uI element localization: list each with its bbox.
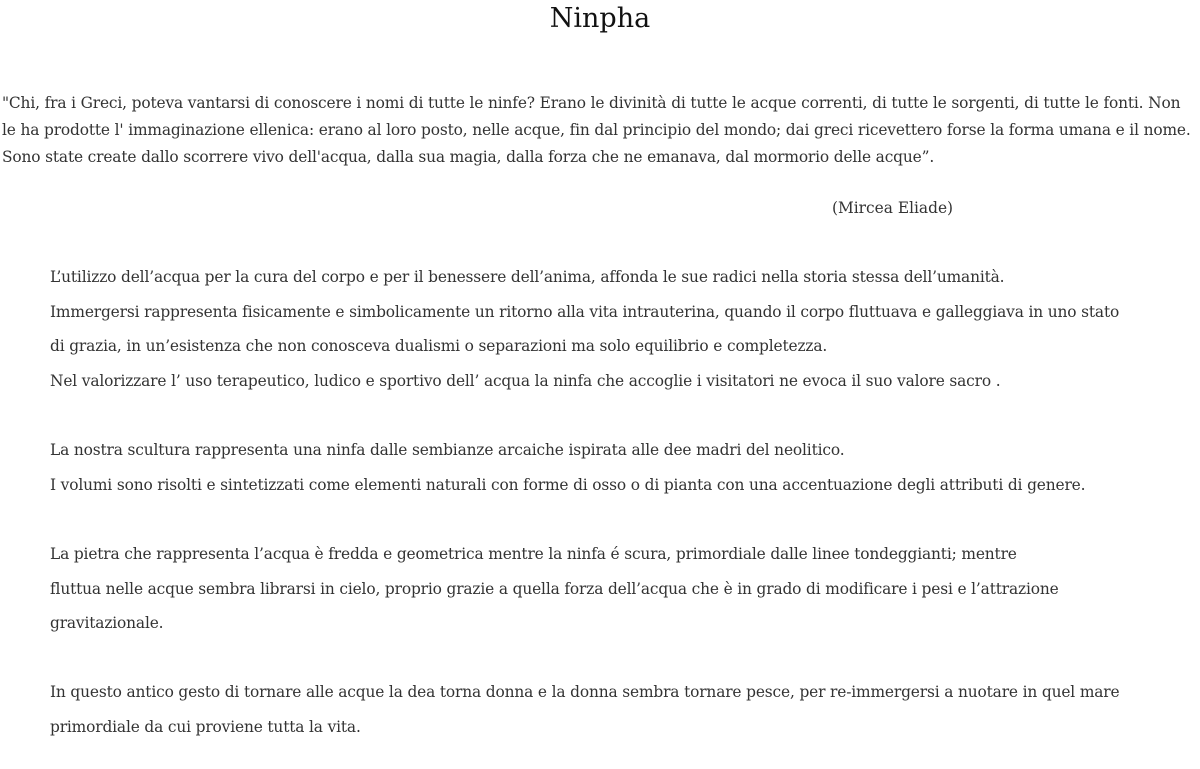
- paragraph-ancient-gesture: [50, 675, 1195, 744]
- text-line: Immergersi rappresenta fisicamente e simbolicamente un ritorno alla vita intrauterina, quando il corpo fluttuava e galleggiava in uno stato: [50, 302, 1120, 321]
- paragraph-sculpture: [50, 433, 1195, 502]
- text-line: primordiale da cui proviene tutta la vita.: [50, 717, 361, 736]
- text-line: di grazia, in un’esistenza che non conosceva dualismi o separazioni ma solo equilibrio e completezza.: [50, 337, 828, 355]
- quote-line: forma umana e il nome. Sono state create dallo scorrere vivo dell'acqua, dalla sua magia, dalla forza che ne emanava, dal mormorio delle acque”.: [2, 121, 1191, 166]
- text-line: La pietra che rappresenta l’acqua è fredda e geometrica mentre la ninfa é scura, primordiale dalle linee tondeggianti; mentre: [50, 545, 1017, 563]
- text-line: gravitazionale.: [50, 614, 164, 632]
- eliade-quote: [2, 90, 1192, 171]
- paragraph-stone: [50, 537, 1195, 641]
- quote-line: fonti. Non le ha prodotte l' immaginazione ellenica: erano al loro posto, nelle acque, fin dal principio del mondo; dai greci ricevettero forse la: [2, 94, 1181, 139]
- text-line: I volumi sono risolti e sintetizzati come elementi naturali con forme di osso o di pianta con una accentuazione degli attributi di genere.: [50, 475, 1086, 494]
- text-line: Nel valorizzare l’ uso terapeutico, ludico e sportivo dell’ acqua la ninfa che accoglie i visitatori ne evoca il suo valore sacro .: [50, 371, 1001, 390]
- text-line: In questo antico gesto di tornare alle acque la dea torna donna e la donna sembra tornare pesce, per re-immergersi a nuotare in quel mare: [50, 683, 1120, 701]
- paragraph-water-care: [50, 260, 1195, 398]
- text-line: La nostra scultura rappresenta una ninfa dalle sembianze arcaiche ispirata alle dee madri del neolitico.: [50, 441, 845, 459]
- quote-line: "Chi, fra i Greci, poteva vantarsi di conoscere i nomi di tutte le ninfe? Erano le divinità di tutte le acque correnti, di tutte le sorgenti, di tutte le: [2, 94, 1099, 112]
- quote-attribution: (Mircea Eliade): [832, 199, 954, 217]
- text-line: fluttua nelle acque sembra librarsi in cielo, proprio grazie a quella forza dell’acqua che è in grado di modificare i pesi e l’attrazione: [50, 579, 1059, 598]
- page-title: Ninpha: [549, 3, 651, 34]
- text-line: L’utilizzo dell’acqua per la cura del corpo e per il benessere dell’anima, affonda le sue radici nella storia stessa dell’umanità.: [50, 268, 1005, 286]
